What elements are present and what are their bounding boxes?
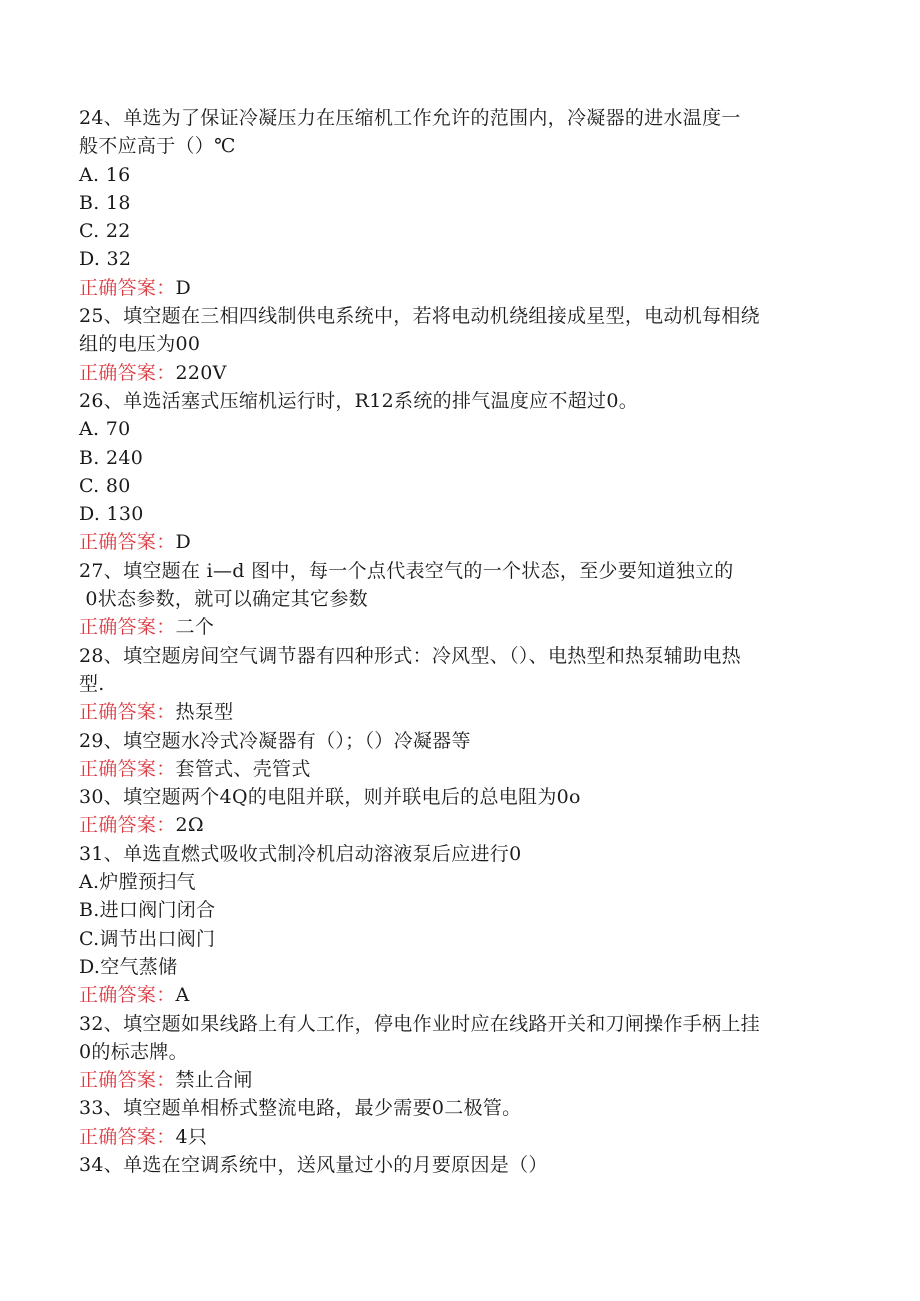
question-34 (79, 1151, 849, 1179)
question-27 (79, 557, 849, 642)
document-page (79, 104, 849, 1179)
answer-value: 套管式、壳管式 (175, 757, 311, 780)
question-text: 32、填空题如果线路上有人工作，停电作业时应在线路开关和刀闸操作手柄上挂 (79, 1012, 760, 1035)
answer-value: 禁止合闸 (175, 1069, 253, 1092)
question-text: 组的电压为00 (79, 333, 201, 356)
question-24 (79, 104, 849, 302)
answer-label: 正确答案： (79, 361, 176, 384)
answer-line (79, 981, 849, 1009)
option-d: D. 130 (79, 503, 144, 526)
question-text: 29、填空题水冷式冷凝器有（）；（）冷凝器等 (79, 729, 471, 752)
question-text: 31、单选直燃式吸收式制冷机启动溶液泵后应进行0 (79, 842, 522, 865)
question-26 (79, 387, 849, 557)
answer-value: D (175, 531, 192, 554)
option-a: A. 70 (79, 418, 131, 441)
answer-line (79, 1066, 849, 1094)
answer-value: 热泵型 (175, 701, 234, 724)
question-text: 般不应高于（）℃ (79, 135, 236, 158)
answer-value: 二个 (175, 616, 215, 639)
answer-line (79, 359, 849, 387)
option-b: B.进口阀门闭合 (79, 899, 216, 922)
question-text: 28、填空题房间空气调节器有四种形式：冷风型、（）、电热型和热泵辅助电热 (79, 644, 741, 667)
option-b: B. 240 (79, 446, 144, 469)
option-a: A.炉膛预扫气 (79, 871, 196, 894)
question-text: 34、单选在空调系统中，送风量过小的月要原因是（） (79, 1153, 548, 1176)
answer-value: A (175, 984, 190, 1007)
answer-line (79, 1123, 849, 1151)
question-text: 0的标志牌。 (79, 1040, 188, 1063)
answer-line (79, 274, 849, 302)
question-31 (79, 840, 849, 1010)
answer-line (79, 528, 849, 556)
question-text: 33、填空题单相桥式整流电路，最少需要0二极管。 (79, 1097, 522, 1120)
question-32 (79, 1010, 849, 1095)
question-text: 0状态参数，就可以确定其它参数 (79, 588, 368, 611)
question-28 (79, 642, 849, 727)
option-c: C. 22 (79, 220, 131, 243)
option-b: B. 18 (79, 191, 131, 214)
question-text: 25、填空题在三相四线制供电系统中，若将电动机绕组接成星型，电动机每相绕 (79, 305, 760, 328)
option-c: C. 80 (79, 474, 131, 497)
answer-label: 正确答案： (79, 757, 176, 780)
answer-label: 正确答案： (79, 1125, 176, 1148)
answer-line (79, 811, 849, 839)
answer-label: 正确答案： (79, 616, 176, 639)
answer-line (79, 698, 849, 726)
question-text: 27、填空题在 i—d 图中，每一个点代表空气的一个状态，至少要知道独立的 (79, 559, 734, 582)
answer-value: 220V (175, 361, 227, 384)
option-c: C.调节出口阀门 (79, 927, 216, 950)
option-d: D.空气蒸储 (79, 955, 178, 978)
question-25 (79, 302, 849, 387)
question-33 (79, 1094, 849, 1151)
answer-label: 正确答案： (79, 984, 176, 1007)
answer-label: 正确答案： (79, 1069, 176, 1092)
answer-line (79, 755, 849, 783)
answer-line (79, 613, 849, 641)
question-text: 24、单选为了保证冷凝压力在压缩机工作允许的范围内，冷凝器的进水温度一 (79, 107, 741, 129)
option-d: D. 32 (79, 248, 132, 271)
answer-value: 2Ω (175, 814, 204, 837)
answer-value: 4只 (175, 1125, 208, 1148)
answer-label: 正确答案： (79, 701, 176, 724)
question-text: 型. (79, 672, 105, 695)
question-29 (79, 727, 849, 784)
question-30 (79, 783, 849, 840)
answer-value: D (175, 276, 192, 299)
option-a: A. 16 (79, 163, 131, 186)
answer-label: 正确答案： (79, 531, 176, 554)
question-text: 26、单选活塞式压缩机运行时，R12系统的排气温度应不超过0。 (79, 389, 639, 412)
answer-label: 正确答案： (79, 814, 176, 837)
question-text: 30、填空题两个4Q的电阻并联，则并联电后的总电阻为0o (79, 786, 581, 809)
answer-label: 正确答案： (79, 276, 176, 299)
